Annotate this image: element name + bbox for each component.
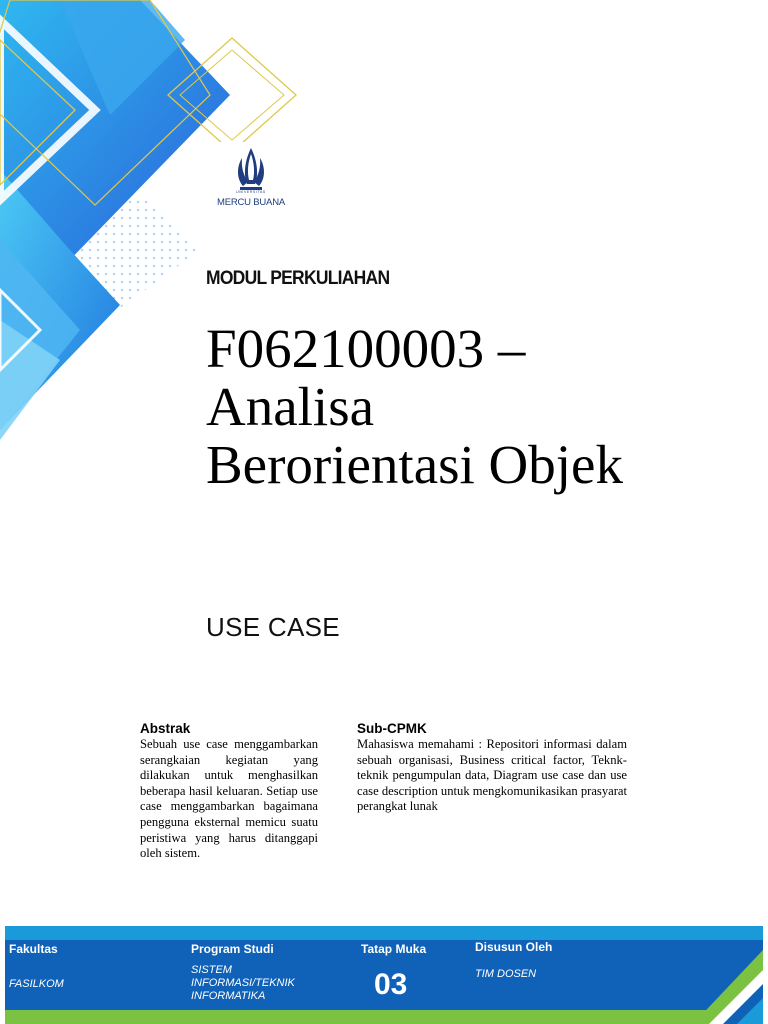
sub-cpmk-text: Mahasiswa memahami : Repositori informasi dalam sebuah organisasi, Business critical factor, Teknk-teknik pengumpulan data, Diagram use case dan use case description untuk mengkomunikasikan prasyarat perangkat lunak (357, 737, 627, 814)
program-studi-label: Program Studi (191, 942, 274, 956)
tatap-muka-label: Tatap Muka (361, 942, 427, 956)
university-logo (206, 142, 296, 214)
university-flame-logo-icon (206, 146, 296, 194)
footer-bottom-band (5, 1010, 763, 1024)
abstrak-section (140, 721, 318, 862)
program-studi-value: SISTEM INFORMASI/TEKNIK INFORMATIKA (191, 964, 295, 1002)
course-title: F062100003 – Analisa Berorientasi Objek (206, 318, 623, 495)
disusun-oleh-label: Disusun Oleh (475, 940, 553, 954)
disusun-oleh-value: TIM DOSEN (475, 968, 537, 980)
logo-university-label: UNIVERSITAS (236, 190, 266, 194)
tatap-muka-value: 03 (374, 968, 408, 1001)
abstrak-text: Sebuah use case menggambarkan serangkaian kegiatan yang dilakukan untuk menghasilkan beberapa hasil keluaran. Setiap use case menggambarkan bagaimana pengguna eksternal memicu suatu peristiwa yang harus ditanggapi oleh sistem. (140, 737, 318, 861)
sub-cpmk-section (357, 721, 627, 815)
footer-info-bar (5, 926, 763, 1024)
fakultas-label: Fakultas (9, 942, 58, 956)
footer-top-band (5, 926, 763, 940)
sub-cpmk-heading: Sub-CPMK (357, 721, 427, 736)
fakultas-value: FASILKOM (9, 978, 64, 990)
module-label: MODUL PERKULIAHAN (206, 268, 390, 289)
abstrak-heading: Abstrak (140, 721, 191, 736)
topic-title: USE CASE (206, 612, 340, 642)
logo-university-name: MERCU BUANA (216, 197, 285, 208)
corner-decoration-icon (693, 950, 763, 1024)
